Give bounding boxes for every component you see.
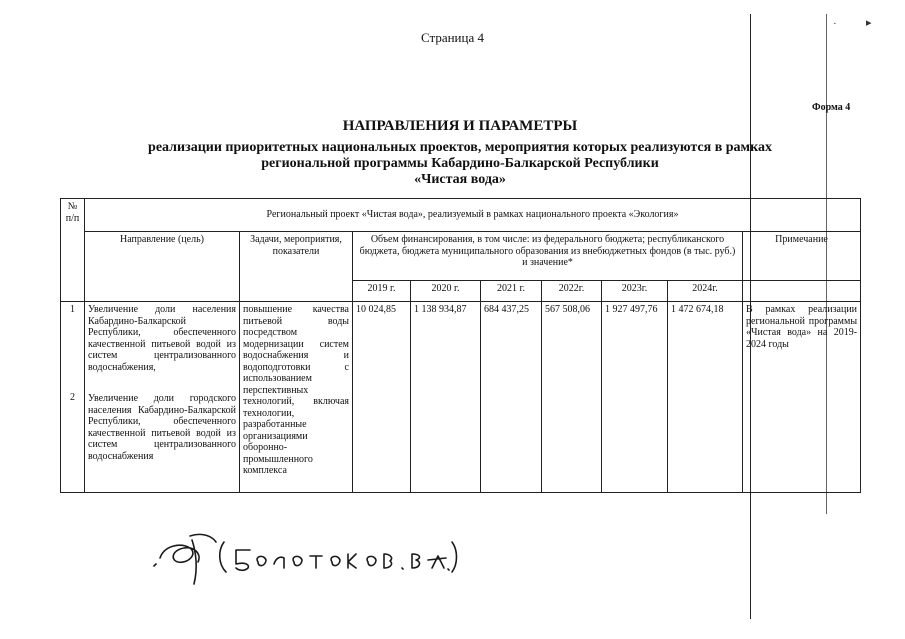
num-header-cell (61, 199, 85, 302)
table-row (61, 302, 861, 493)
handwritten-signature (150, 528, 460, 588)
value-2022: 567 508,06 (542, 302, 602, 493)
note-subheader-blank (743, 281, 861, 302)
year-header-2021: 2021 г. (481, 281, 542, 302)
row-number-2: 2 (70, 392, 75, 403)
note-header: Примечание (743, 232, 861, 281)
form-label: Форма 4 (812, 102, 851, 113)
note-cell: В рамках реализации региональной программы «Чистая вода» на 2019-2024 годы (743, 302, 861, 493)
parameters-table (60, 198, 861, 493)
year-header-2024: 2024г. (668, 281, 743, 302)
scan-arrow-mark: ▸ (866, 17, 872, 29)
year-header-2020: 2020 г. (411, 281, 481, 302)
value-2020: 1 138 934,87 (411, 302, 481, 493)
document-subtitle-line2: региональной программы Кабардино-Балкарской Республики (261, 156, 659, 171)
direction-text-2: Увеличение доли городского населения Кабардино-Балкарской Республики, обеспеченного качественной питьевой водой из систем централизованного водоснабжения (88, 393, 236, 462)
document-subtitle-line1: реализации приоритетных национальных проектов, мероприятия которых реализуются в рамках (148, 140, 772, 155)
direction-cell (85, 302, 240, 493)
scan-mark: · (833, 18, 837, 30)
tasks-header: Задачи, мероприятия, показатели (240, 232, 353, 302)
direction-text-1: Увеличение доли населения Кабардино-Балкарской Республики, обеспеченного качественной питьевой водой из систем централизованного водоснабжения, (88, 304, 236, 373)
financing-header: Объем финансирования, в том числе: из федерального бюджета; республиканского бюджета, бюджета муниципального образования из внебюджетных фондов (в тыс. руб.) и значение* (353, 232, 743, 281)
num-header: № п/п (65, 201, 80, 224)
year-header-2023: 2023г. (602, 281, 668, 302)
row-number-1: 1 (70, 304, 75, 315)
year-header-2019: 2019 г. (353, 281, 411, 302)
value-2019: 10 024,85 (353, 302, 411, 493)
direction-header: Направление (цель) (85, 232, 240, 302)
value-2023: 1 927 497,76 (602, 302, 668, 493)
page-number-label: Страница 4 (420, 30, 484, 45)
year-header-2022: 2022г. (542, 281, 602, 302)
row-number-cell (61, 302, 85, 493)
tasks-cell: повышение качества питьевой воды посредством модернизации систем водоснабжения и водоподготовки с использованием перспективных технологий, включая технологии, разработанные организациями оборонно-промышленного комплекса (240, 302, 353, 493)
document-subtitle-line3: «Чистая вода» (414, 172, 506, 187)
value-2024: 1 472 674,18 (668, 302, 743, 493)
document-title: НАПРАВЛЕНИЯ И ПАРАМЕТРЫ (342, 118, 578, 134)
value-2021: 684 437,25 (481, 302, 542, 493)
project-header: Региональный проект «Чистая вода», реализуемый в рамках национального проекта «Экология» (85, 199, 861, 232)
